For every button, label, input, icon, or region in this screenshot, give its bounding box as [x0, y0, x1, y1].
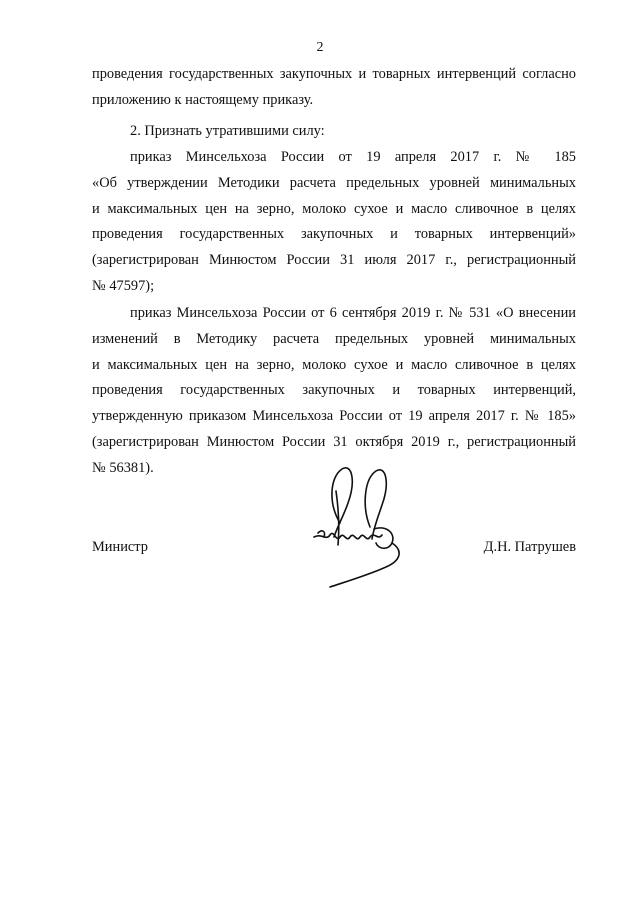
text-line: и максимальных цен на зерно, молоко сухое и масло сливочное в целях: [92, 356, 576, 373]
text-line: приказ Минсельхоза России от 6 сентября 2019 г. № 531 «О внесении: [130, 305, 576, 321]
text-line: изменений в Методику расчета предельных уровней минимальных: [92, 330, 576, 347]
paragraph-order-185: [92, 145, 576, 300]
text-line: проведения государственных закупочных и товарных интервенций,: [92, 382, 576, 399]
text-line: проведения государственных закупочных и товарных интервенций согласно: [92, 66, 576, 82]
text-line: «Об утверждении Методики расчета предельных уровней минимальных: [92, 174, 576, 191]
text-line: приказ Минсельхоза России от 19 апреля 2017 г. № 185: [130, 149, 576, 165]
text-line: приложению к настоящему приказу.: [92, 91, 314, 108]
signatory-position: Министр: [92, 539, 148, 555]
text-line: № 56381).: [92, 459, 154, 476]
text-line: (зарегистрирован Минюстом России 31 июля 2017 г., регистрационный: [92, 252, 576, 269]
paragraph-item-2: [92, 119, 576, 145]
page-number: 2: [316, 40, 324, 55]
signatory-name: Д.Н. Патрушев: [483, 539, 576, 555]
paragraph-continuation: [92, 62, 576, 114]
text-line: 2. Признать утратившими силу:: [130, 123, 325, 139]
text-line: (зарегистрирован Минюстом России 31 октября 2019 г., регистрационный: [92, 433, 576, 450]
signature-icon: [300, 463, 420, 593]
text-line: проведения государственных закупочных и товарных интервенций»: [92, 226, 576, 243]
text-line: № 47597);: [92, 277, 155, 294]
text-line: и максимальных цен на зерно, молоко сухое и масло сливочное в целях: [92, 200, 576, 217]
paragraph-order-531: [92, 301, 576, 482]
text-line: утвержденную приказом Минсельхоза России от 19 апреля 2017 г. № 185»: [92, 408, 576, 425]
